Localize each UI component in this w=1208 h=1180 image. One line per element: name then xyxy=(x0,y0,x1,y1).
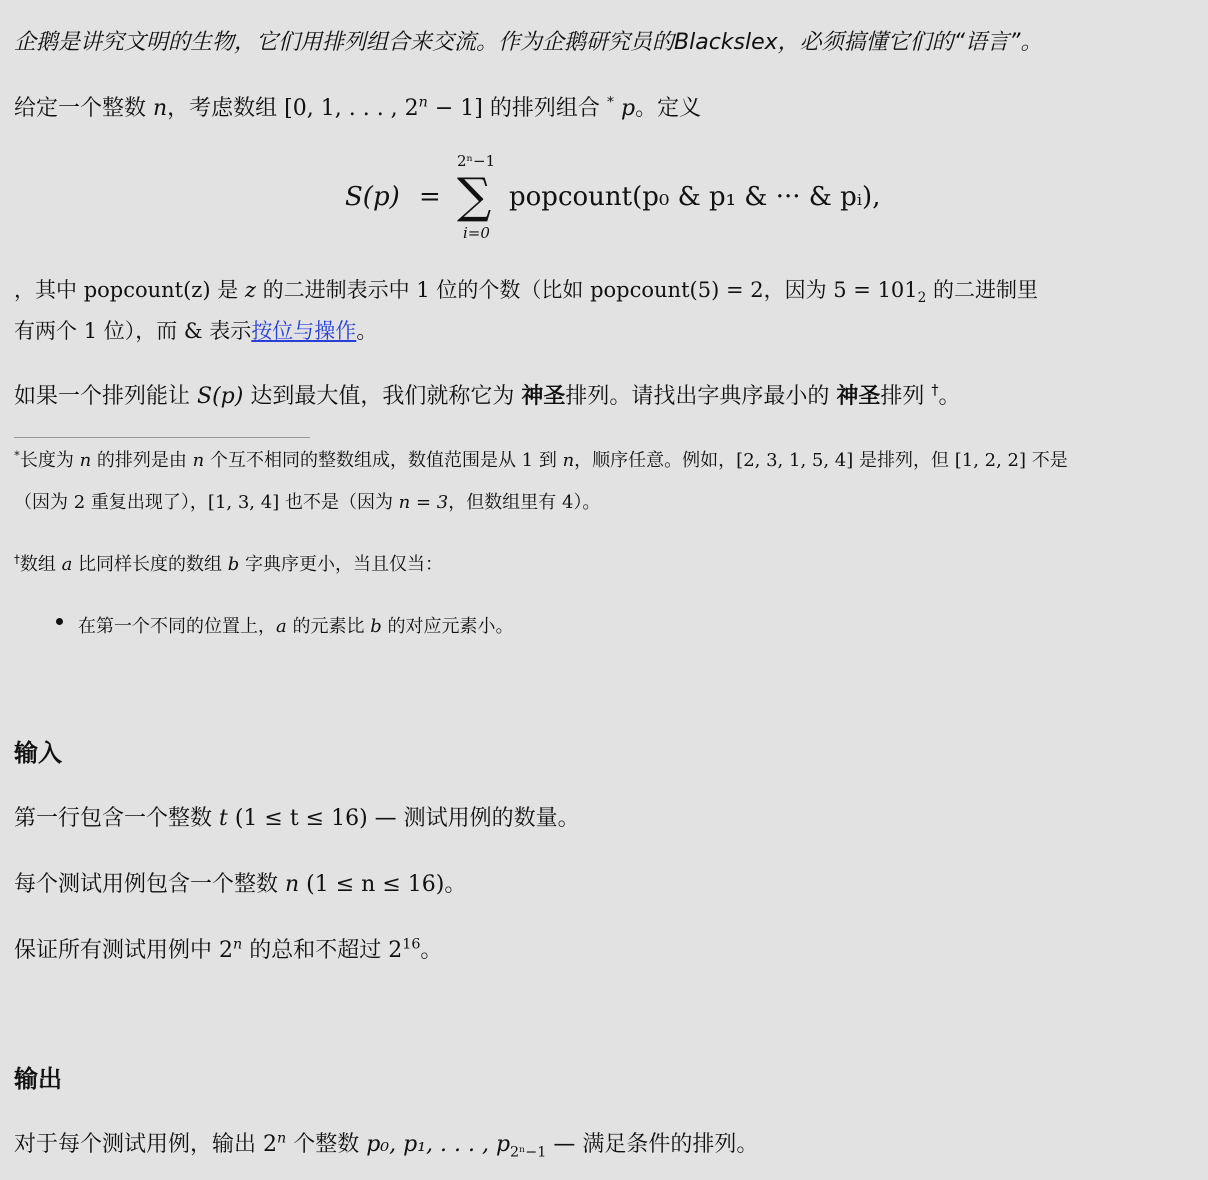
fn2-item-text-b: 的元素比 xyxy=(286,616,371,637)
footnote-2-item xyxy=(78,614,513,640)
pc2-text-b: 位），而 xyxy=(97,319,184,343)
fn1-text-e: ，顺序任意。例如， xyxy=(574,450,737,471)
fn1-one: 1 xyxy=(521,450,534,471)
task-line xyxy=(14,382,961,412)
out1-exp: n xyxy=(277,1130,287,1147)
pc-text-d: 位的个数（比如 xyxy=(429,278,591,302)
fn2-item-text-a: 在第一个不同的位置上， xyxy=(78,616,276,637)
input-line-3 xyxy=(14,936,442,966)
holy-term-1: 神圣 xyxy=(521,384,566,409)
fn1-text-c: 个互不相同的整数组成，数值范围是从 xyxy=(204,450,522,471)
task-text-b: 达到最大值，我们就称它为 xyxy=(243,384,522,409)
sum-lower-bound: i=0 xyxy=(463,224,490,242)
bitwise-and-link[interactable]: 按位与操作 xyxy=(251,319,357,343)
fn1-n1: n xyxy=(79,450,92,471)
out1-text-a: 对于每个测试用例，输出 xyxy=(14,1132,263,1157)
pc-subscript: 2 xyxy=(917,290,927,307)
sum-upper-bound: 2ⁿ−1 xyxy=(457,152,496,170)
out1-text-c: — 满足条件的排列。 xyxy=(546,1132,759,1157)
array-end: − 1] xyxy=(427,96,483,121)
task-text-e: 。 xyxy=(938,384,961,409)
fn1-text-f: 是排列，但 xyxy=(853,450,955,471)
input-line-2 xyxy=(14,870,466,900)
in2-text-b: 。 xyxy=(444,872,467,897)
fn2-dagger: † xyxy=(14,552,20,566)
popcount-line-2 xyxy=(14,316,377,346)
fn2-text-b: 比同样长度的数组 xyxy=(72,554,228,575)
fn2-text-c: 字典序更小，当且仅当： xyxy=(239,554,444,575)
footnote-2 xyxy=(14,552,443,578)
formula-equals: = xyxy=(419,182,441,212)
fn1-text-b: 的排列是由 xyxy=(91,450,193,471)
pc-text-c: 的二进制表示中 xyxy=(256,278,417,302)
fn1-four: 4 xyxy=(561,492,574,513)
fn1-l2-text-e: ）。 xyxy=(573,492,601,513)
out1-base: 2 xyxy=(263,1132,277,1157)
in2-text-a: 每个测试用例包含一个整数 xyxy=(14,872,285,897)
def-text-a: 给定一个整数 xyxy=(14,96,153,121)
list-bullet xyxy=(56,618,63,625)
pc2-text-d: 。 xyxy=(356,319,378,343)
dagger-mark: † xyxy=(931,382,939,399)
def-text-d: 。定义 xyxy=(635,96,702,121)
fn1-l2-text-b: 重复出现了）， xyxy=(85,492,208,513)
definition-line xyxy=(14,94,701,124)
input-line-1 xyxy=(14,804,580,834)
footnote-1 xyxy=(14,448,1068,474)
fn1-example-2: [1, 2, 2] xyxy=(954,450,1027,471)
footnote-1-line-2 xyxy=(14,490,600,516)
sigma-symbol: ∑ xyxy=(457,168,492,224)
task-sp: S(p) xyxy=(197,384,244,409)
fn1-two: 2 xyxy=(73,492,86,513)
task-text-d: 排列 xyxy=(880,384,932,409)
out1-text-b: 个整数 xyxy=(286,1132,367,1157)
pc2-amp: & xyxy=(183,319,203,343)
pc-text-a: ，其中 xyxy=(14,278,84,302)
pc-formula-3: 5 = 101 xyxy=(833,278,918,302)
input-heading: 输入 xyxy=(14,739,62,767)
in3-base: 2 xyxy=(219,938,233,963)
in2-var-n: n xyxy=(285,872,300,897)
var-p: p xyxy=(614,96,636,121)
pc-text-e: ，因为 xyxy=(763,278,834,302)
fn1-l2-text-d: ，但数组里有 xyxy=(448,492,562,513)
in3-text-b: 的总和不超过 xyxy=(242,938,389,963)
fn1-star: * xyxy=(14,448,20,462)
fn1-neq: n = 3 xyxy=(398,492,449,513)
def-text-b: ，考虑数组 xyxy=(167,96,285,121)
pc2-one: 1 xyxy=(83,319,98,343)
output-heading: 输出 xyxy=(14,1065,62,1093)
fn2-var-b: b xyxy=(227,554,240,575)
formula-body: popcount(p₀ & p₁ & ··· & pᵢ), xyxy=(509,182,881,212)
task-text-a: 如果一个排列能让 xyxy=(14,384,197,409)
task-text-c: 排列。请找出字典序最小的 xyxy=(565,384,837,409)
in2-range: (1 ≤ n ≤ 16) xyxy=(299,872,445,897)
in3-base-2: 2 xyxy=(388,938,403,963)
pc-text-b: 是 xyxy=(210,278,245,302)
in3-text-c: 。 xyxy=(420,938,443,963)
fn1-example-3: [1, 3, 4] xyxy=(207,492,280,513)
fn1-text-a: 长度为 xyxy=(19,450,80,471)
pc-var-z: z xyxy=(244,278,256,302)
out1-subscript: 2ⁿ−1 xyxy=(510,1144,547,1161)
pc-one: 1 xyxy=(416,278,430,302)
def-text-c: 的排列组合 xyxy=(482,96,607,121)
in1-range: (1 ≤ t ≤ 16) xyxy=(227,806,368,831)
array-start: [0, 1, . . . , 2 xyxy=(284,96,419,121)
pc2-text-a: 有两个 xyxy=(14,319,84,343)
pc-formula-1: popcount(z) xyxy=(83,278,211,302)
output-line-1 xyxy=(14,1130,758,1160)
fn1-n3: n xyxy=(562,450,575,471)
in1-text-a: 第一行包含一个整数 xyxy=(14,806,219,831)
fn1-text-d: 到 xyxy=(533,450,563,471)
footnote-divider xyxy=(14,437,310,438)
sum-formula xyxy=(345,150,905,250)
fn1-l2-text-a: （因为 xyxy=(14,492,74,513)
pc-formula-2: popcount(5) = 2 xyxy=(590,278,764,302)
fn2-text-a: 数组 xyxy=(19,554,62,575)
pc-text-f: 的二进制里 xyxy=(926,278,1039,302)
formula-lhs: S(p) xyxy=(345,182,400,212)
fn2-var-a: a xyxy=(61,554,73,575)
in1-var-t: t xyxy=(219,806,228,831)
fn1-l2-text-c: 也不是（因为 xyxy=(279,492,399,513)
pc2-text-c: 表示 xyxy=(202,319,252,343)
fn2-item-var-a: a xyxy=(276,616,287,637)
array-exp: n xyxy=(418,94,428,111)
array-expr xyxy=(284,96,483,121)
in1-text-b: — 测试用例的数量。 xyxy=(367,806,580,831)
popcount-line xyxy=(14,275,1038,305)
in3-exp: n xyxy=(233,936,243,953)
fn2-item-text-c: 的对应元素小。 xyxy=(381,616,514,637)
fn1-text-g: 不是 xyxy=(1026,450,1068,471)
holy-term-2: 神圣 xyxy=(836,384,881,409)
star-mark: * xyxy=(606,94,615,111)
fn2-item-var-b: b xyxy=(370,616,382,637)
in3-text-a: 保证所有测试用例中 xyxy=(14,938,219,963)
in3-exp-2: 16 xyxy=(402,936,421,953)
out1-sequence: p₀, p₁, . . . , p xyxy=(366,1132,511,1157)
var-n: n xyxy=(153,96,168,121)
fn1-example-1: [2, 3, 1, 5, 4] xyxy=(736,450,854,471)
fn1-n2: n xyxy=(192,450,205,471)
intro-text: 企鹅是讲究文明的生物，它们用排列组合来交流。作为企鹅研究员的Blackslex，必须搞懂它们的“语言”。 xyxy=(14,30,1043,55)
